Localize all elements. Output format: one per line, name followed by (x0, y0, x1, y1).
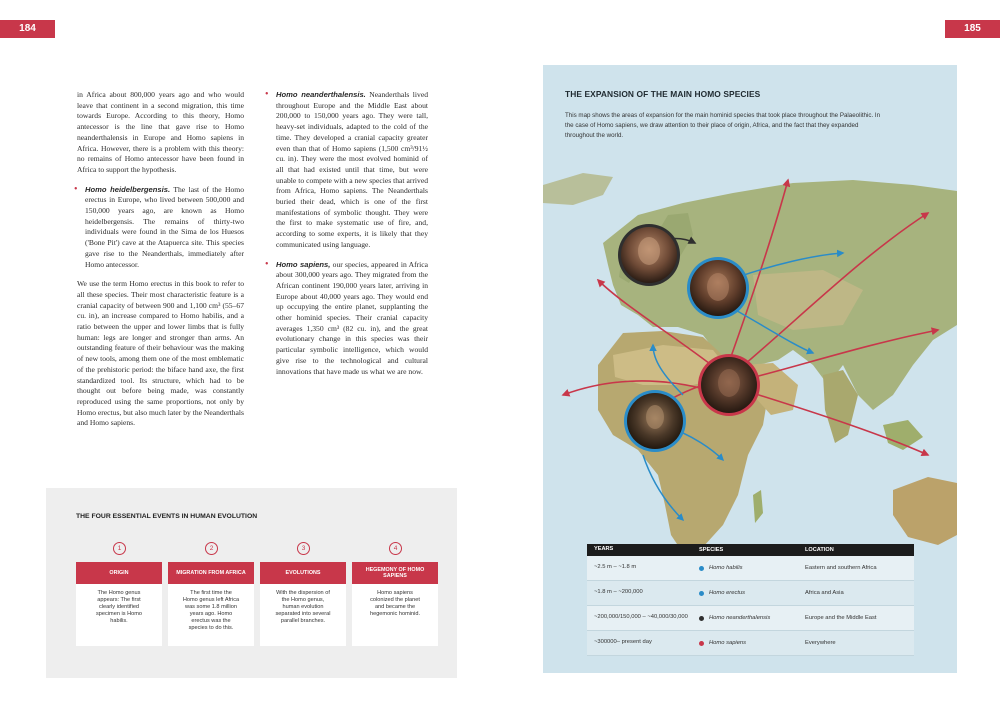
species-color-dot (699, 616, 704, 621)
legend-years: ~2.5 m – ~1.8 m (594, 564, 637, 571)
species-color-dot (699, 641, 704, 646)
event-heading: ORIGIN (76, 562, 162, 584)
bullet-heidelbergensis (77, 185, 244, 271)
map-description: This map shows the areas of expansion for the main hominid species that took place throughout the Palaeolithic. In the case of Homo sapiens, we draw attention to their place of origin, Africa, and the fact that they expanded throughout the world. (565, 112, 881, 139)
legend-row (587, 606, 914, 631)
event-card-2 (168, 542, 254, 646)
legend-row (587, 631, 914, 656)
land-southeast-asia (883, 420, 923, 450)
event-body: The Homo genus appears: The first clearly identified specimen is Homo habilis. (76, 584, 162, 646)
paragraph-erectus: We use the term Homo erectus in this book to refer to all these species. Their most characteristic feature is a cranial capacity of between 900 and 1,100 cm³ (55–67 cu. in), an increase compared to Homo habilis, and a ratio between the upper and lower limbs that is fully human: legs are longer and stronger than arms. An outstanding feature of their behaviour was the making of new tools, among them one of the most emblematic of the prehistoric period: the biface hand axe, the first standardized tool. Its structure, which had to be thought out before being made, was constantly reproduced using the same proportions, not only by Homo erectus, but also much later by the Neanderthals and Homo sapiens. (77, 279, 244, 428)
portrait-habilis (624, 390, 686, 452)
event-body: The first time the Homo genus left Africa was some 1.8 million years ago. Homo erectus was the species to do this. (168, 584, 254, 646)
text-column-2 (268, 90, 428, 386)
legend-location: Eastern and southern Africa (805, 565, 877, 571)
map-title: THE EXPANSION OF THE MAIN HOMO SPECIES (565, 89, 761, 99)
legend-species (699, 615, 805, 621)
bullet-text-sapiens: our species, appeared in Africa about 300,000 years ago. They migrated from the African continent 190,000 years later, arriving in Europe about 40,000 years ago. They would end up occupying the entire planet, supplanting the other hominid species. Their cranial capacity averages 1,350 cm³ (82 cu. in), and the great evolutionary change in this species was their particular symbolic intelligence, which would give rise to the technological and cultural innovations that have made us what we are now. (276, 259, 428, 376)
legend-species-name: Homo sapiens (709, 640, 747, 646)
text-column-1 (77, 90, 244, 438)
legend-years: ~1.8 m – ~200,000 (594, 589, 643, 596)
portrait-erectus (687, 257, 749, 319)
species-name-heidelbergensis: Homo heidelbergensis. (85, 184, 171, 194)
land-madagascar (753, 490, 763, 523)
bullet-sapiens (268, 260, 428, 378)
legend-rows (587, 556, 914, 656)
legend-header-species: SPECIES (699, 547, 724, 553)
event-number: 3 (297, 542, 310, 555)
legend-years: ~200,000/150,000 – ~40,000/30,000 (594, 614, 688, 621)
event-card-4 (352, 542, 438, 646)
legend-location: Everywhere (805, 640, 836, 646)
legend-row (587, 581, 914, 606)
event-number: 4 (389, 542, 402, 555)
species-name-sapiens: Homo sapiens, (276, 259, 331, 269)
species-name-neanderthalensis: Homo neanderthalensis. (276, 90, 366, 99)
paragraph-antecessor: in Africa about 800,000 years ago and who would leave that continent in a second migration, this time towards Europe. According to this theory, Homo antecessor is the line that gave rise to Homo neanderthalensis in Europe and Homo sapiens in Africa. However, there is a problem with this theory: no remains of Homo antecessor have been found in Africa to support the hypothesis. (77, 90, 244, 174)
land-australia (893, 477, 957, 545)
page-number-left: 184 (0, 20, 55, 38)
four-events-box (46, 488, 457, 678)
legend-species-name: Homo habilis (709, 565, 743, 571)
legend-species (699, 565, 805, 571)
event-number: 1 (113, 542, 126, 555)
legend-location: Africa and Asia (805, 590, 844, 596)
portrait-sapiens (698, 354, 760, 416)
species-color-dot (699, 591, 704, 596)
event-heading: HEGEMONY OF HOMO SAPIENS (352, 562, 438, 584)
event-card-3 (260, 542, 346, 646)
legend-row (587, 556, 914, 581)
bullet-text-neanderthalensis: Neanderthals lived throughout Europe and the Middle East about 200,000 to 150,000 years ago. They were tall, heavy-set individuals, adapted to the cold of the time. They developed a cranial capacity greater even than that of Homo sapiens (1,500 cm³/91½ cu. in). They were the most evolved hominid of all that had existed until that time, but were unable to compete with a new species that arrived from Africa, Homo sapiens. The Neanderthals buried their dead, which is one of the first manifestations of symbolic thought. They were the first to make systematic use of fire, and, according to some experts, it is likely that they communicated using language. (276, 90, 428, 249)
legend-header (587, 544, 914, 556)
page-number-right: 185 (945, 20, 1000, 38)
legend-species (699, 640, 805, 646)
event-number: 2 (205, 542, 218, 555)
event-body: Homo sapiens colonized the planet and became the hegemonic hominid. (352, 584, 438, 646)
bullet-text-heidelbergensis: The last of the Homo erectus in Europe, who lived between 500,000 and 150,000 years ago, are known as Homo heidelbergensis. The remains of thirty-two individuals were found in the Sima de los Huesos ('Bone Pit') cave at the Atapuerca site. This species gave rise to the Neanderthals, immediately after Homo antecessor. (85, 184, 244, 269)
event-body: With the dispersion of the Homo genus, human evolution separated into several parallel branches. (260, 584, 346, 646)
land-greenland (543, 173, 613, 205)
legend-species-name: Homo neanderthalensis (709, 615, 771, 621)
legend-species (699, 590, 805, 596)
events-title: THE FOUR ESSENTIAL EVENTS IN HUMAN EVOLUTION (76, 513, 258, 520)
event-card-1 (76, 542, 162, 646)
map-panel (543, 65, 957, 673)
bullet-neanderthalensis (268, 90, 428, 251)
event-heading: EVOLUTIONS (260, 562, 346, 584)
legend-species-name: Homo erectus (709, 590, 746, 596)
event-heading: MIGRATION FROM AFRICA (168, 562, 254, 584)
species-color-dot (699, 566, 704, 571)
legend-location: Europe and the Middle East (805, 615, 877, 621)
portrait-neanderthal (618, 224, 680, 286)
legend-header-location: LOCATION (805, 547, 834, 553)
legend-header-years: YEARS (594, 546, 614, 553)
legend-years: ~300000– present day (594, 639, 652, 646)
legend-table (587, 544, 914, 656)
